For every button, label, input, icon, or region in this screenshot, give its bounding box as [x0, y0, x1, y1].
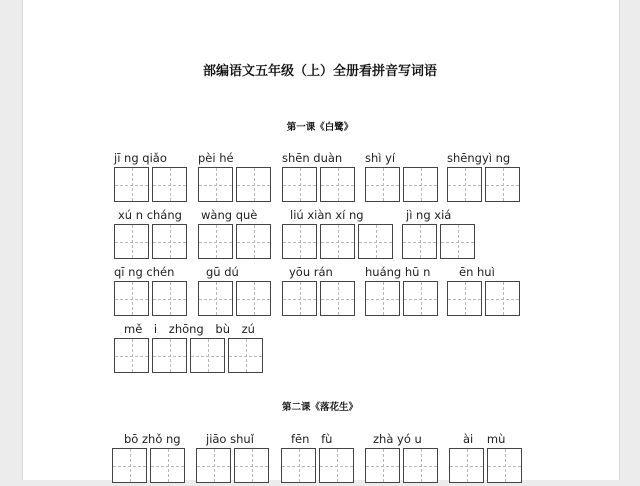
writing-cell[interactable]: [236, 224, 271, 259]
writing-cell[interactable]: [485, 281, 520, 316]
writing-cell[interactable]: [114, 281, 149, 316]
writing-cell[interactable]: [282, 224, 317, 259]
pinyin-label: ēn huì: [459, 265, 495, 279]
pinyin-label: fēn fù: [291, 432, 333, 446]
writing-cell[interactable]: [282, 281, 317, 316]
pinyin-label: liú xiàn xí ng: [290, 208, 364, 222]
writing-cell[interactable]: [228, 338, 263, 373]
writing-cell[interactable]: [112, 448, 147, 483]
writing-cell[interactable]: [236, 281, 271, 316]
writing-cell[interactable]: [447, 167, 482, 202]
pinyin-label: jī ng qiǎo: [114, 151, 167, 165]
writing-cell[interactable]: [319, 448, 354, 483]
writing-cell[interactable]: [150, 448, 185, 483]
pinyin-label: shì yí: [365, 151, 396, 165]
pinyin-label: jiāo shuǐ: [206, 432, 254, 446]
pinyin-label: ài mù: [463, 432, 506, 446]
writing-cell[interactable]: [365, 167, 400, 202]
pinyin-label: yōu rán: [289, 265, 333, 279]
pinyin-label: xú n cháng: [118, 208, 182, 222]
writing-cell[interactable]: [403, 167, 438, 202]
writing-cell[interactable]: [152, 338, 187, 373]
writing-cell[interactable]: [114, 224, 149, 259]
pinyin-label: jì ng xiá: [406, 208, 452, 222]
pinyin-label: shēngyì ng: [447, 151, 511, 165]
writing-cell[interactable]: [198, 224, 233, 259]
writing-cell[interactable]: [152, 224, 187, 259]
lesson-2-heading: 第二课《落花生》: [281, 402, 358, 413]
writing-cell[interactable]: [196, 448, 231, 483]
writing-cell[interactable]: [487, 448, 522, 483]
writing-cell[interactable]: [234, 448, 269, 483]
writing-cell[interactable]: [114, 338, 149, 373]
writing-cell[interactable]: [403, 448, 438, 483]
writing-cell[interactable]: [281, 448, 316, 483]
pinyin-label: pèi hé: [198, 151, 234, 165]
pinyin-label: huáng hū n: [365, 265, 431, 279]
pinyin-label: wàng què: [201, 208, 258, 222]
pinyin-label: mě i zhōng bù zú: [124, 322, 255, 336]
writing-cell[interactable]: [440, 224, 475, 259]
writing-cell[interactable]: [449, 448, 484, 483]
writing-cell[interactable]: [358, 224, 393, 259]
writing-cell[interactable]: [152, 281, 187, 316]
writing-cell[interactable]: [320, 167, 355, 202]
document-title: 部编语文五年级（上）全册看拼音写词语: [202, 64, 437, 79]
pinyin-label: shēn duàn: [282, 151, 343, 165]
writing-cell[interactable]: [365, 448, 400, 483]
writing-cell[interactable]: [485, 167, 520, 202]
pinyin-label: gū dú: [206, 265, 239, 279]
pinyin-label: qī ng chén: [114, 265, 175, 279]
lesson-1-heading: 第一课《白鹭》: [286, 122, 354, 133]
writing-cell[interactable]: [365, 281, 400, 316]
writing-cell[interactable]: [403, 281, 438, 316]
writing-cell[interactable]: [447, 281, 482, 316]
writing-cell[interactable]: [190, 338, 225, 373]
pinyin-label: bō zhǒ ng: [124, 432, 181, 446]
pinyin-label: zhà yó u: [373, 432, 422, 446]
writing-cell[interactable]: [198, 281, 233, 316]
writing-cell[interactable]: [114, 167, 149, 202]
writing-cell[interactable]: [198, 167, 233, 202]
writing-cell[interactable]: [402, 224, 437, 259]
writing-cell[interactable]: [152, 167, 187, 202]
writing-cell[interactable]: [320, 281, 355, 316]
writing-cell[interactable]: [236, 167, 271, 202]
writing-cell[interactable]: [320, 224, 355, 259]
writing-cell[interactable]: [282, 167, 317, 202]
